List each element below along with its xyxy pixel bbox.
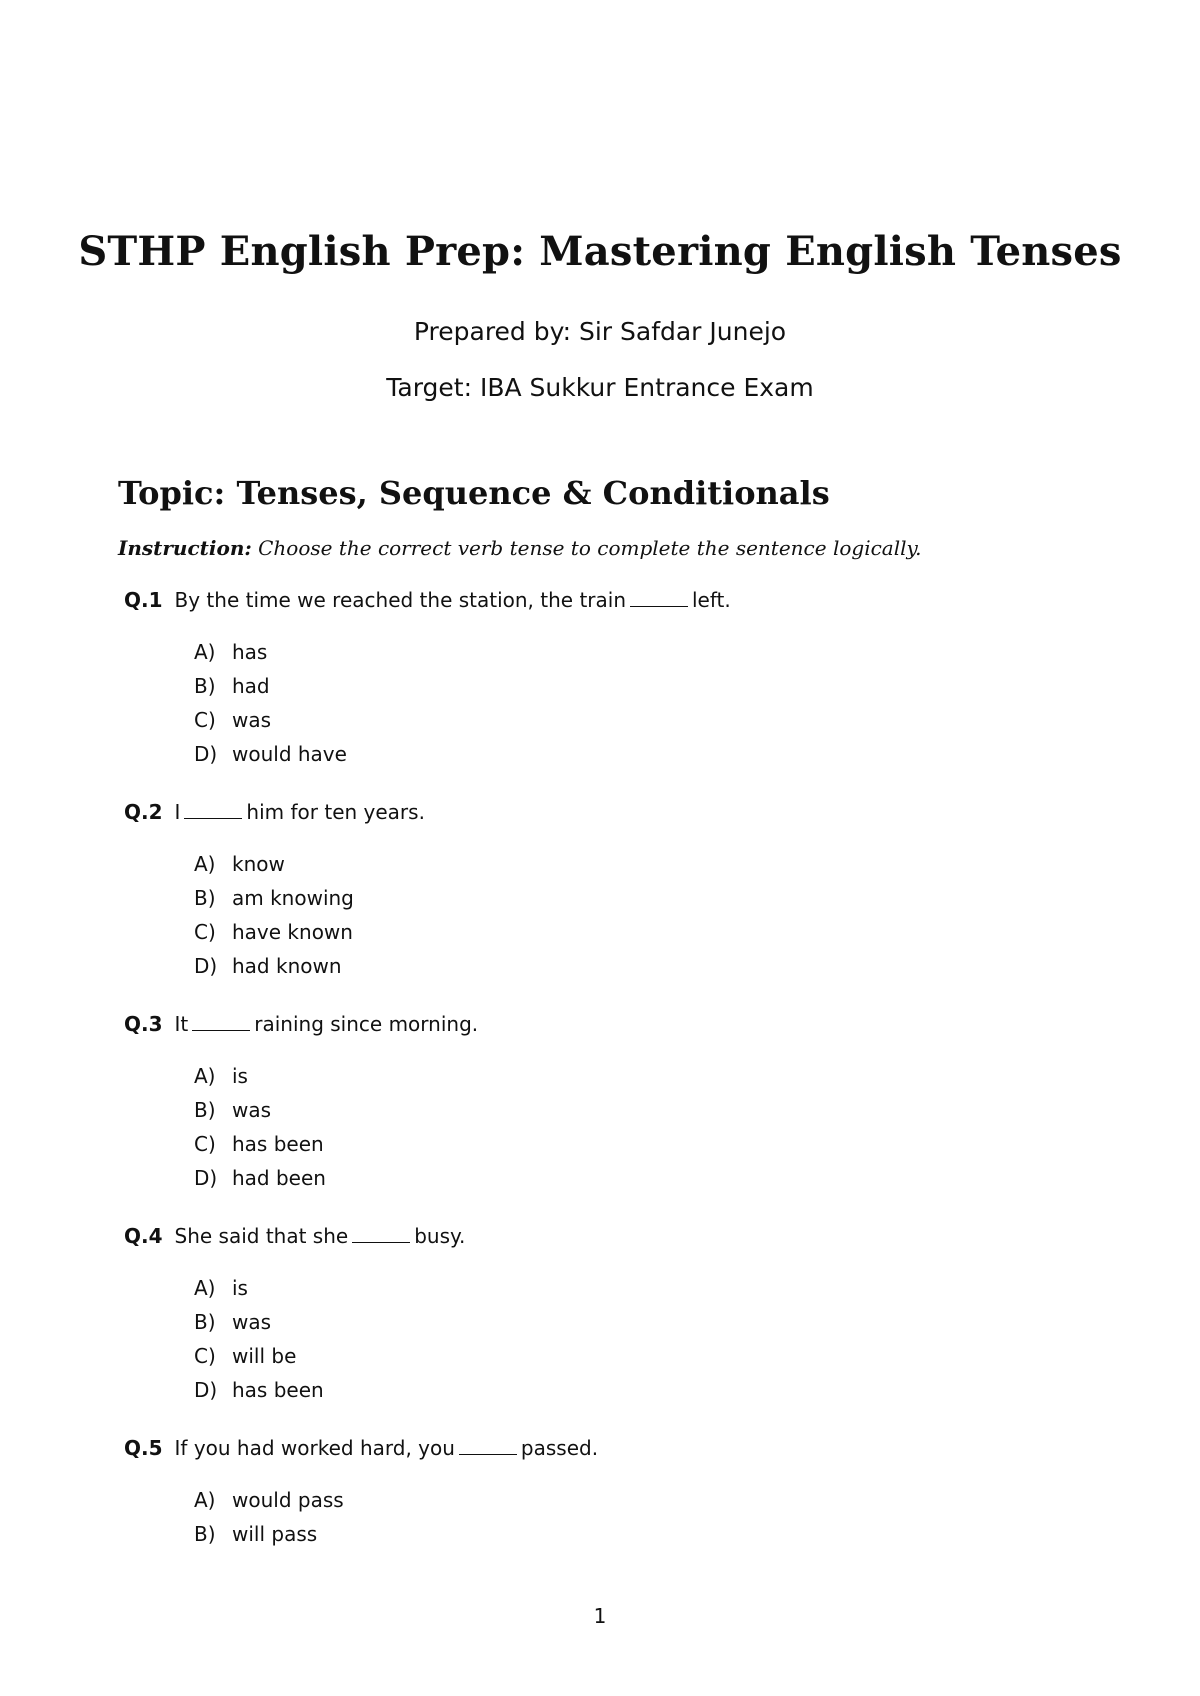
option-label: B) xyxy=(194,1310,216,1334)
answer-blank xyxy=(192,1029,250,1031)
question-text-before: By the time we reached the station, the train xyxy=(174,588,626,612)
page-number: 1 xyxy=(593,1604,607,1628)
question-1 xyxy=(124,588,731,612)
document-title: STHP English Prep: Mastering English Tenses xyxy=(78,228,1122,275)
author-line: Prepared by: Sir Safdar Junejo xyxy=(413,317,787,346)
option-text: would have xyxy=(232,742,347,766)
option-item[interactable] xyxy=(194,881,354,915)
option-text: has been xyxy=(232,1378,324,1402)
options-list-1 xyxy=(194,635,347,771)
option-item[interactable] xyxy=(194,949,354,983)
question-number: Q.5 xyxy=(124,1436,163,1460)
option-item[interactable] xyxy=(194,1373,324,1407)
option-text: is xyxy=(232,1064,248,1088)
option-item[interactable] xyxy=(194,1305,324,1339)
question-number: Q.2 xyxy=(124,800,163,824)
section-heading: Topic: Tenses, Sequence & Conditionals xyxy=(118,474,830,512)
option-label: C) xyxy=(194,708,216,732)
option-text: had known xyxy=(232,954,342,978)
question-text-after: passed. xyxy=(520,1436,599,1460)
option-label: A) xyxy=(194,852,216,876)
option-label: A) xyxy=(194,640,216,664)
option-text: have known xyxy=(232,920,353,944)
target-line: Target: IBA Sukkur Entrance Exam xyxy=(386,373,814,402)
option-label: D) xyxy=(194,1166,218,1190)
option-item[interactable] xyxy=(194,1127,326,1161)
option-label: C) xyxy=(194,1132,216,1156)
option-text: had xyxy=(232,674,270,698)
option-text: is xyxy=(232,1276,248,1300)
question-text-after: busy. xyxy=(414,1224,466,1248)
option-item[interactable] xyxy=(194,703,347,737)
option-item[interactable] xyxy=(194,1339,324,1373)
question-5 xyxy=(124,1436,598,1460)
answer-blank xyxy=(459,1453,517,1455)
option-item[interactable] xyxy=(194,1271,324,1305)
option-item[interactable] xyxy=(194,1483,344,1517)
option-item[interactable] xyxy=(194,1093,326,1127)
question-text-before: I xyxy=(174,800,181,824)
option-item[interactable] xyxy=(194,1059,326,1093)
option-text: would pass xyxy=(232,1488,344,1512)
option-text: will pass xyxy=(232,1522,318,1546)
question-number: Q.4 xyxy=(124,1224,163,1248)
question-text-after: him for ten years. xyxy=(246,800,425,824)
instruction xyxy=(118,536,922,560)
option-text: will be xyxy=(232,1344,297,1368)
option-item[interactable] xyxy=(194,669,347,703)
option-label: A) xyxy=(194,1064,216,1088)
question-2 xyxy=(124,800,425,824)
question-text-before: It xyxy=(174,1012,189,1036)
question-text-after: raining since morning. xyxy=(254,1012,479,1036)
question-4 xyxy=(124,1224,465,1248)
answer-blank xyxy=(184,817,242,819)
option-item[interactable] xyxy=(194,915,354,949)
option-text: know xyxy=(232,852,285,876)
option-label: D) xyxy=(194,742,218,766)
options-list-3 xyxy=(194,1059,326,1195)
options-list-2 xyxy=(194,847,354,983)
option-item[interactable] xyxy=(194,1161,326,1195)
instruction-text: Choose the correct verb tense to complete the sentence logically. xyxy=(258,536,922,560)
option-label: C) xyxy=(194,920,216,944)
option-label: B) xyxy=(194,1522,216,1546)
question-text-after: left. xyxy=(692,588,731,612)
option-text: was xyxy=(232,1098,272,1122)
option-item[interactable] xyxy=(194,737,347,771)
option-item[interactable] xyxy=(194,847,354,881)
question-3 xyxy=(124,1012,478,1036)
option-text: was xyxy=(232,708,272,732)
options-list-5 xyxy=(194,1483,344,1551)
option-label: B) xyxy=(194,886,216,910)
question-number: Q.3 xyxy=(124,1012,163,1036)
option-label: A) xyxy=(194,1276,216,1300)
question-text-before: If you had worked hard, you xyxy=(174,1436,455,1460)
option-text: was xyxy=(232,1310,272,1334)
option-label: D) xyxy=(194,954,218,978)
question-number: Q.1 xyxy=(124,588,163,612)
answer-blank xyxy=(352,1241,410,1243)
question-text-before: She said that she xyxy=(174,1224,349,1248)
option-item[interactable] xyxy=(194,1517,344,1551)
option-label: A) xyxy=(194,1488,216,1512)
option-text: has xyxy=(232,640,268,664)
instruction-label: Instruction: xyxy=(118,536,252,560)
option-label: D) xyxy=(194,1378,218,1402)
option-label: C) xyxy=(194,1344,216,1368)
option-text: am knowing xyxy=(232,886,354,910)
option-label: B) xyxy=(194,674,216,698)
option-label: B) xyxy=(194,1098,216,1122)
option-text: has been xyxy=(232,1132,324,1156)
option-item[interactable] xyxy=(194,635,347,669)
options-list-4 xyxy=(194,1271,324,1407)
option-text: had been xyxy=(232,1166,326,1190)
answer-blank xyxy=(630,605,688,607)
